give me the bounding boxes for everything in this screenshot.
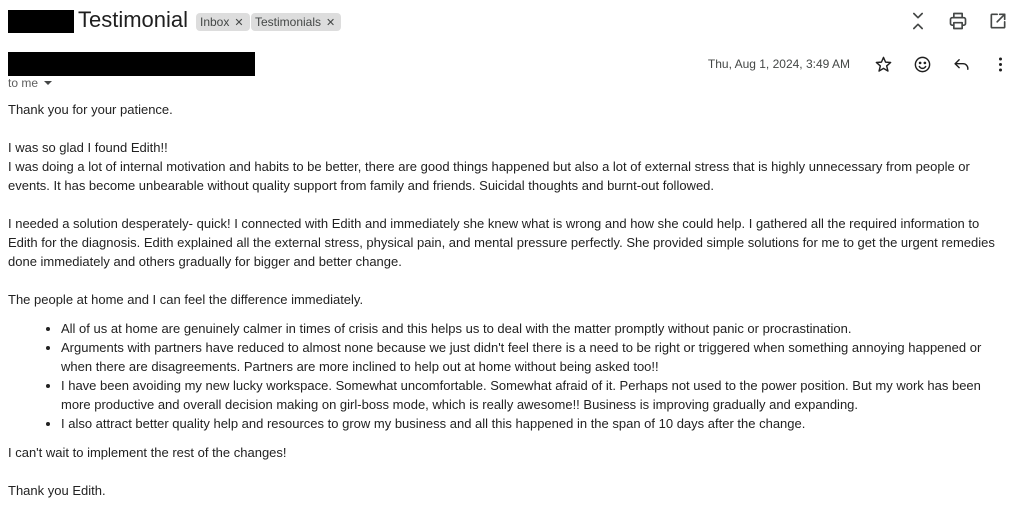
list-item: • I have been avoiding my new lucky workspace. Somewhat uncomfortable. Somewhat afraid of it. Perhaps not used to the power position. But my work has been more productive and overall decision making on girl-boss mode, which is really awesome!! Business is improving gradually and expanding. — [61, 376, 1008, 414]
recipient-label: to me — [8, 76, 39, 90]
message-date: Thu, Aug 1, 2024, 3:49 AM — [707, 57, 850, 71]
body-closing: Thank you Edith. — [8, 483, 106, 498]
body-paragraph: I can't wait to implement the rest of the changes! — [8, 445, 287, 460]
list-item: • Arguments with partners have reduced to almost none because we just didn't feel there is a need to be right or triggered when something annoying happened or when there are disagreements. Partners are more inclined to help out at home without being asked too!! — [61, 338, 1008, 376]
recipient-dropdown[interactable] — [8, 76, 52, 90]
expand-collapse-icon[interactable] — [906, 9, 930, 33]
email-subject: Testimonial — [78, 7, 189, 32]
chevron-down-icon — [44, 81, 52, 85]
emoji-reaction-icon[interactable] — [910, 52, 934, 76]
list-item: • I also attract better quality help and resources to grow my business and all this happened in the span of 10 days after the change. — [61, 414, 1008, 433]
body-greeting: Thank you for your patience. — [8, 102, 173, 117]
more-vert-icon[interactable] — [988, 52, 1012, 76]
subject-row — [0, 6, 1024, 36]
message-header — [0, 50, 1024, 78]
close-icon[interactable]: ✕ — [234, 16, 244, 29]
redacted-block — [8, 10, 74, 33]
body-paragraph: The people at home and I can feel the difference immediately. — [8, 292, 364, 307]
list-item: • All of us at home are genuinely calmer in times of crisis and this helps us to deal with the matter promptly without panic or procrastination. — [61, 319, 1008, 338]
reply-icon[interactable] — [949, 52, 973, 76]
body-paragraph: I was doing a lot of internal motivation and habits to be better, there are good things happened but also a lot of external stress that is highly unnecessary from people or events. It has become unbearable without quality support from family and friends. Suicidal thoughts and burnt-out followed. — [8, 159, 970, 193]
open-in-new-window-icon[interactable] — [986, 9, 1010, 33]
label-chip-text: Inbox — [200, 15, 230, 29]
label-chip-text: Testimonials — [255, 15, 322, 29]
redacted-sender — [8, 52, 255, 76]
body-paragraph: I was so glad I found Edith!! — [8, 140, 168, 155]
print-icon[interactable] — [946, 9, 970, 33]
label-chip-inbox[interactable] — [196, 13, 250, 31]
close-icon[interactable]: ✕ — [326, 16, 336, 29]
message-actions — [871, 52, 1012, 76]
label-chip-testimonials[interactable] — [251, 13, 341, 31]
thread-actions — [906, 6, 1010, 36]
benefits-list — [8, 319, 1008, 433]
message-body — [8, 100, 1008, 500]
star-icon[interactable] — [871, 52, 895, 76]
body-paragraph: I needed a solution desperately- quick! I connected with Edith and immediately she knew what is wrong and how she could help. I gathered all the required information to Edith for the diagnosis. Edith explained all the external stress, physical pain, and mental pressure perfectly. She provided simple solutions for me to get the urgent remedies done immediately and others gradually for bigger and better change. — [8, 216, 995, 269]
